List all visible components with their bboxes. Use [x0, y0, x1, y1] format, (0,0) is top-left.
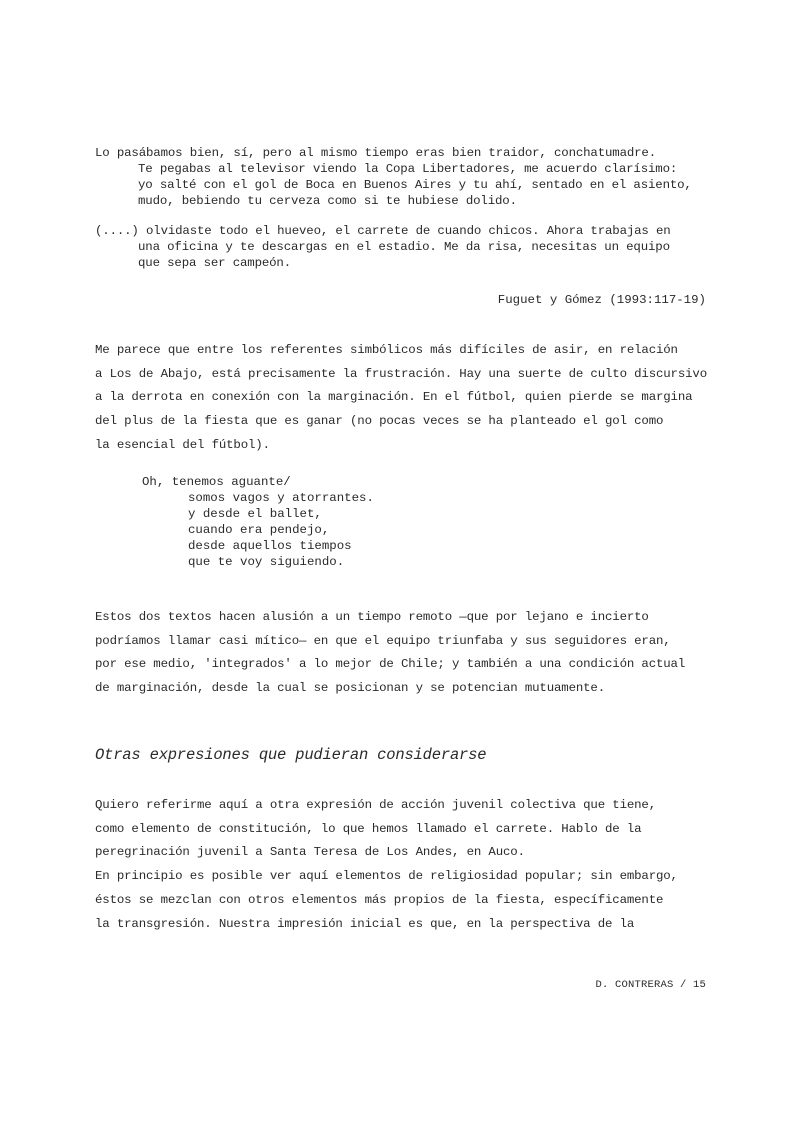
- quote-line: yo salté con el gol de Boca en Buenos Aires y tu ahí, sentado en el asiento,: [138, 178, 692, 192]
- paragraph-line: éstos se mezclan con otros elementos más propios de la fiesta, específicamente: [95, 892, 664, 907]
- paragraph-line: podríamos llamar casi mítico— en que el equipo triunfaba y sus seguidores eran,: [95, 633, 671, 648]
- paragraph-line: peregrinación juvenil a Santa Teresa de Los Andes, en Auco.: [95, 845, 525, 860]
- paragraph-line: En principio es posible ver aquí elementos de religiosidad popular; sin embargo,: [95, 869, 678, 884]
- poem-line: que te voy siguiendo.: [188, 555, 345, 569]
- quote-citation: Fuguet y Gómez (1993:117-19): [497, 293, 706, 307]
- quote-line: Lo pasábamos bien, sí, pero al mismo tiempo eras bien traidor, conchatumadre.: [95, 146, 656, 160]
- quote-line: (....) olvidaste todo el hueveo, el carrete de cuando chicos. Ahora trabajas en: [95, 224, 671, 238]
- body-paragraph-2: [95, 606, 707, 701]
- quote-line: mudo, bebiendo tu cerveza como si te hubiese dolido.: [138, 194, 517, 208]
- poem-line: cuando era pendejo,: [188, 523, 330, 537]
- poem-line: desde aquellos tiempos: [188, 539, 352, 553]
- paragraph-line: Quiero referirme aquí a otra expresión de acción juvenil colectiva que tiene,: [95, 798, 656, 812]
- quote-line: Te pegabas al televisor viendo la Copa Libertadores, me acuerdo clarísimo:: [138, 162, 678, 176]
- page-footer: D. CONTRERAS / 15: [595, 979, 706, 991]
- body-paragraph-3: [95, 794, 707, 936]
- poem-line: somos vagos y atorrantes.: [188, 491, 374, 505]
- paragraph-line: Estos dos textos hacen alusión a un tiempo remoto —que por lejano e incierto: [95, 610, 649, 624]
- block-quote-2: [95, 223, 715, 271]
- paragraph-line: como elemento de constitución, lo que hemos llamado el carrete. Hablo de la: [95, 821, 642, 836]
- body-paragraph-1: [95, 339, 707, 458]
- poem-line: y desde el ballet,: [188, 507, 322, 521]
- paragraph-line: del plus de la fiesta que es ganar (no pocas veces se ha planteado el gol como: [95, 414, 664, 429]
- poem-line: Oh, tenemos aguante/: [142, 475, 291, 489]
- quote-line: una oficina y te descargas en el estadio. Me da risa, necesitas un equipo: [138, 240, 670, 254]
- block-quote-1: [95, 145, 715, 209]
- paragraph-line: a Los de Abajo, está precisamente la frustración. Hay una suerte de culto discursivo: [95, 366, 707, 381]
- section-heading: Otras expresiones que pudieran considerarse: [95, 746, 487, 764]
- paragraph-line: de marginación, desde la cual se posicionan y se potencian mutuamente.: [95, 681, 605, 696]
- quote-line: que sepa ser campeón.: [138, 256, 291, 270]
- paragraph-line: Me parece que entre los referentes simbólicos más difíciles de asir, en relación: [95, 343, 678, 357]
- paragraph-line: la transgresión. Nuestra impresión inicial es que, en la perspectiva de la: [95, 916, 635, 931]
- poem-verse: [142, 474, 374, 570]
- paragraph-line: la esencial del fútbol).: [95, 437, 270, 452]
- paragraph-line: a la derrota en conexión con la marginación. En el fútbol, quien pierde se margina: [95, 390, 693, 405]
- paragraph-line: por ese medio, 'integrados' a lo mejor de Chile; y también a una condición actual: [95, 657, 686, 672]
